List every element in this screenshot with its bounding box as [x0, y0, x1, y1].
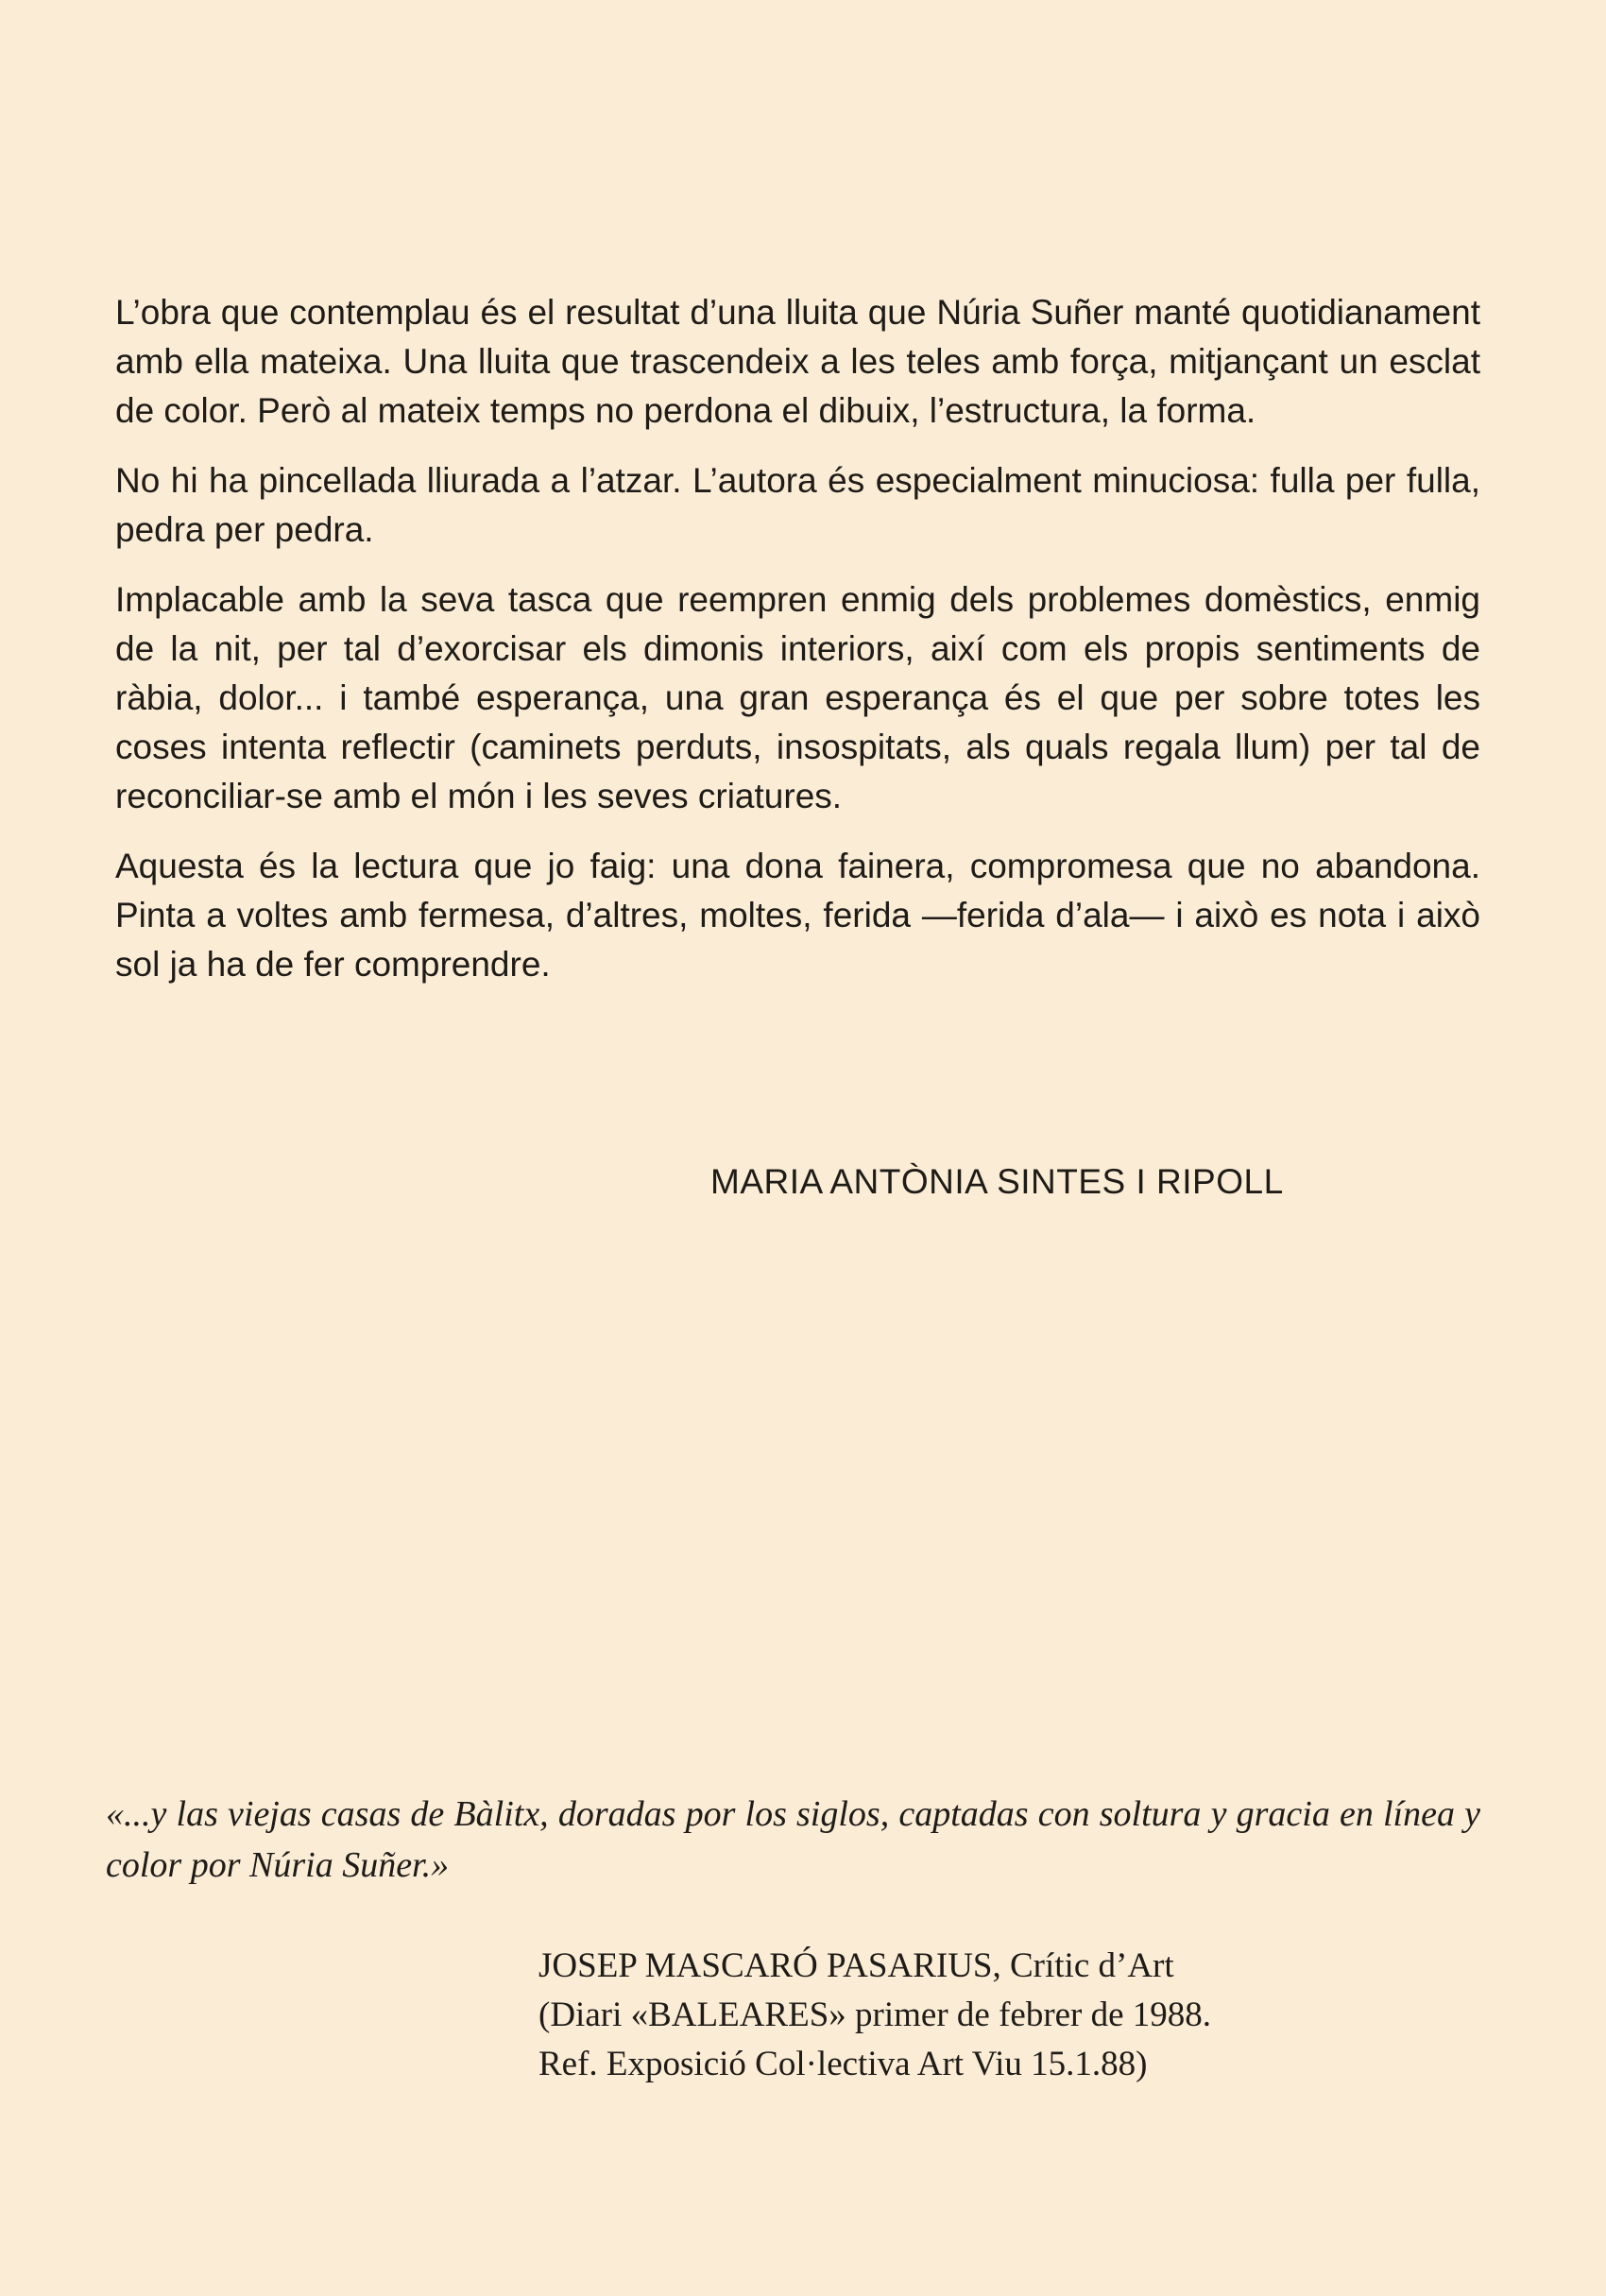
quote-credit [538, 1942, 1211, 2089]
essay-paragraph-3: Implacable amb la seva tasca que reempren enmig dels problemes domèstics, enmig de la nit, per tal d’exorcisar els dimonis interiors, així com els propis sentiments de ràbia, dolor... i també esperança, una gran esperança és el que per sobre totes les coses intenta reflectir (caminets perduts, insospitats, als quals regala llum) per tal de reconciliar-se amb el món i les seves criatures. [115, 580, 1480, 815]
essay-paragraph-4: Aquesta és la lectura que jo faig: una dona fainera, compromesa que no abandona. Pinta a voltes amb fermesa, d’altres, moltes, ferida —ferida d’ala— i això es nota i això sol ja ha de fer comprendre. [115, 847, 1480, 984]
essay-author-signature: MARIA ANTÒNIA SINTES I RIPOLL [710, 1162, 1284, 1201]
credit-line-1: JOSEP MASCARÓ PASARIUS, Crític d’Art [538, 1946, 1174, 1985]
credit-line-3: Ref. Exposició Col·lectiva Art Viu 15.1.88) [538, 2045, 1148, 2083]
credit-line-2: (Diari «BALEARES» primer de febrer de 1988. [538, 1996, 1212, 2034]
essay-paragraph-1: L’obra que contemplau és el resultat d’una lluita que Núria Suñer manté quotidianament amb ella mateixa. Una lluita que trascendeix a les teles amb força, mitjançant un esclat de color. Però al mateix temps no perdona el dibuix, l’estructura, la forma. [115, 293, 1480, 430]
essay-text [115, 288, 1480, 1010]
essay-paragraph-2: No hi ha pincellada lliurada a l’atzar. L’autora és especialment minuciosa: fulla per fulla, pedra per pedra. [115, 461, 1480, 549]
critic-quote: «...y las viejas casas de Bàlitx, doradas por los siglos, captadas con soltura y gracia en línea y color por Núria Suñer.» [106, 1794, 1480, 1885]
